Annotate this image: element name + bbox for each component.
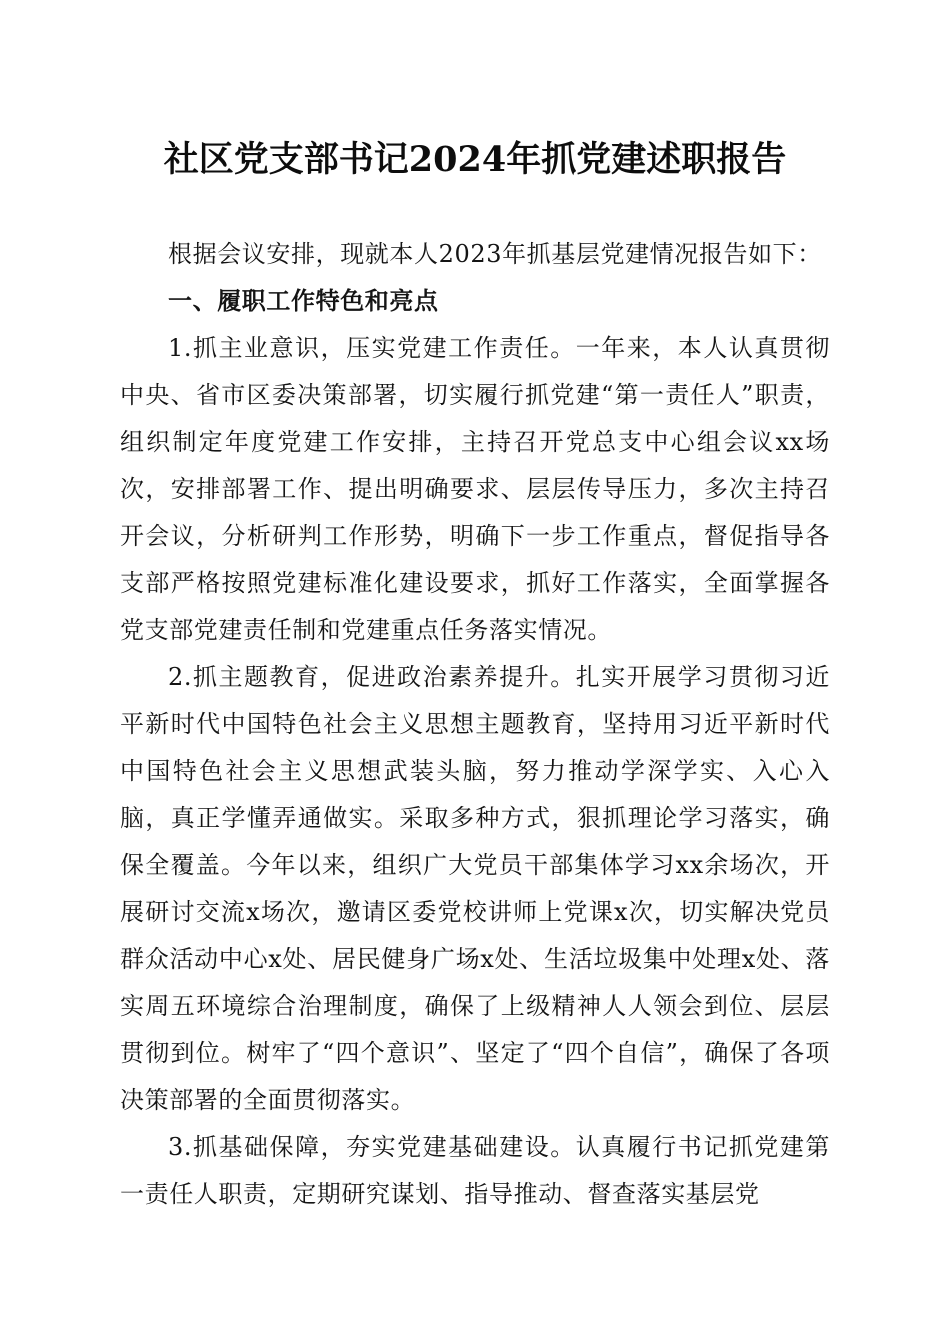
section-heading: 一、履职工作特色和亮点 <box>168 287 439 315</box>
document-title: 社区党支部书记2024年抓党建述职报告 <box>163 139 787 180</box>
paragraph-3: 3.抓基础保障，夯实党建基础建设。认真履行书记抓党建第一责任人职责，定期研究谋划、指导推动、督查落实基层党 <box>120 1133 830 1208</box>
intro-paragraph: 根据会议安排，现就本人2023年抓基层党建情况报告如下： <box>168 240 822 268</box>
paragraph-2: 2.抓主题教育，促进政治素养提升。扎实开展学习贯彻习近平新时代中国特色社会主义思想主题教育，坚持用习近平新时代中国特色社会主义思想武装头脑，努力推动学深学实、入心入脑，真正学懂弄通做实。采取多种方式，狠抓理论学习落实，确保全覆盖。今年以来，组织广大党员干部集体学习xx余场次，开展研讨交流x场次，邀请区委党校讲师上党课x次，切实解决党员群众活动中心x处、居民健身广场x处、生活垃圾集中处理x处、落实周五环境综合治理制度，确保了上级精神人人领会到位、层层贯彻到位。树牢了“四个意识”、坚定了“四个自信”，确保了各项决策部署的全面贯彻落实。 <box>120 663 830 1114</box>
document-body <box>120 231 830 1218</box>
paragraph-1: 1.抓主业意识，压实党建工作责任。一年来，本人认真贯彻中央、省市区委决策部署，切实履行抓党建“第一责任人”职责，组织制定年度党建工作安排，主持召开党总支中心组会议xx场次，安排部署工作、提出明确要求、层层传导压力，多次主持召开会议，分析研判工作形势，明确下一步工作重点，督促指导各支部严格按照党建标准化建设要求，抓好工作落实，全面掌握各党支部党建责任制和党建重点任务落实情况。 <box>120 334 830 644</box>
